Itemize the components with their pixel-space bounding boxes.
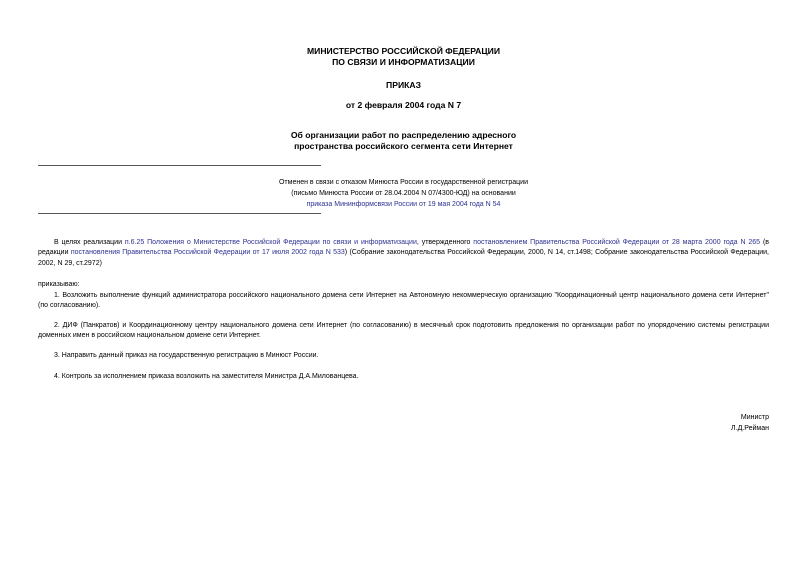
ministry-name: [0, 46, 807, 68]
order-item-1: 1. Возложить выполнение функций администратора российского национального домена сети Интернет на Автономную некоммерческую организацию "Координационный центр национального домена сети Интернет" (по согласованию).: [38, 292, 769, 310]
preamble-paragraph: [38, 238, 769, 269]
preamble-link-resolution-533[interactable]: постановления Правительства Российской Федерации от 17 июля 2002 года N 533: [70, 249, 345, 257]
preamble-link-resolution-265[interactable]: постановлением Правительства Российской Федерации от 28 марта 2000 года N 265: [473, 239, 761, 246]
preamble-text-1: В целях реализации: [54, 239, 125, 246]
preamble-link-regulation[interactable]: п.6.25 Положения о Министерстве Российской Федерации по связи и информатизации: [124, 239, 417, 246]
ministry-line-1: МИНИСТЕРСТВО РОССИЙСКОЙ ФЕДЕРАЦИИ: [306, 46, 501, 56]
document-date: от 2 февраля 2004 года N 7: [345, 100, 462, 110]
ministry-line-2: ПО СВЯЗИ И ИНФОРМАТИЗАЦИИ: [332, 57, 475, 67]
signature-role: Министр: [740, 414, 769, 421]
signature-name: Л.Д.Рейман: [731, 425, 769, 432]
notice-line-2: (письмо Минюста России от 28.04.2004 N 07/4300-ЮД) на основании: [291, 190, 516, 197]
order-item-4: 4. Контроль за исполнением приказа возложить на заместителя Министра Д.А.Милованцева.: [54, 373, 359, 380]
document-type: ПРИКАЗ: [386, 80, 421, 90]
divider-top: [38, 165, 321, 166]
title-line-1: Об организации работ по распределению адресного: [290, 130, 517, 140]
notice-line-1: Отменен в связи с отказом Минюста России в государственной регистрации: [278, 179, 528, 186]
preamble-text-4: ) (Собрание законодательства Российской Федерации, 2000, N 14, ст.1498; Собрание законодательства Российской Федерации, 2002, N 29, ст.2972): [38, 249, 770, 267]
preamble-text-3: (в редакции: [38, 239, 770, 257]
notice-link[interactable]: приказа Мининформсвязи России от 19 мая 2004 года N 54: [306, 201, 501, 208]
preamble-text-2: , утвержденного: [416, 239, 474, 246]
signature-block: [731, 412, 769, 434]
order-item-3: 3. Направить данный приказ на государственную регистрацию в Минюст России.: [54, 352, 319, 359]
order-word: приказываю:: [38, 281, 80, 288]
title-line-2: пространства российского сегмента сети Интернет: [294, 141, 513, 151]
divider-bottom: [38, 213, 321, 214]
document-title: [0, 130, 807, 152]
revocation-notice: [0, 177, 807, 210]
order-item-2: 2. ДИФ (Панкратов) и Координационному центру национального домена сети Интернет (по согласованию) в месячный срок подготовить предложения по организации работ по упорядочению системы регистрации доменных имен в российском национальном домене сети Интернет.: [38, 322, 769, 340]
